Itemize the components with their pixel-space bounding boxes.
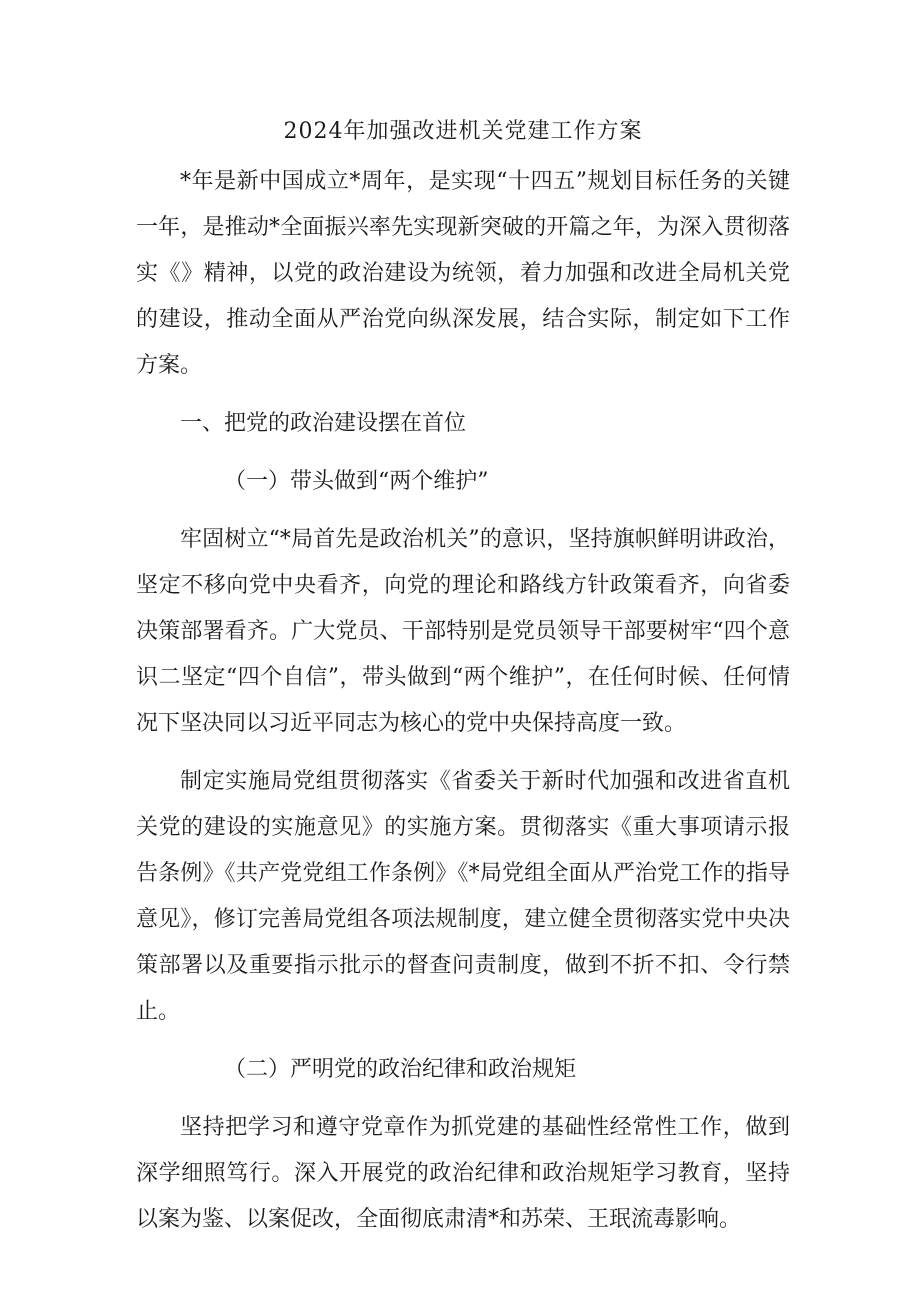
spacer [136, 447, 790, 459]
spacer [136, 505, 790, 517]
intro-paragraph: *年是新中国成立*周年，是实现“十四五”规划目标任务的关键一年，是推动*全面振兴率先实现新突破的开篇之年，为深入贯彻落实《》精神，以党的政治建设为统领，着力加强和改进全局机关党的建设，推动全面从严治党向纵深发展，结合实际，制定如下工作方案。 [136, 169, 790, 378]
subsection-heading-1: （一）带头做到“两个维护” [224, 469, 489, 494]
section-heading-1: 一、把党的政治建设摆在首位 [180, 411, 467, 436]
spacer [136, 747, 790, 759]
subsection-heading-2: （二）严明党的政治纪律和政治规矩 [224, 1057, 577, 1082]
subsection-1-paragraph-2: 制定实施局党组贯彻落实《省委关于新时代加强和改进省直机关党的建设的实施意见》的实施方案。贯彻落实《重大事项请示报告条例》《共产党党组工作条例》《*局党组全面从严治党工作的指导意见》，修订完善局党组各项法规制度，建立健全贯彻落实党中央决策部署以及重要指示批示的督查问责制度，做到不折不扣、令行禁止。 [136, 769, 790, 1024]
subsection-1-paragraph-1: 牢固树立“*局首先是政治机关”的意识，坚持旗帜鲜明讲政治，坚定不移向党中央看齐，向党的理论和路线方针政策看齐，向省委决策部署看齐。广大党员、干部特别是党员领导干部要树牢“四个意识二坚定“四个自信”，带头做到“两个维护”，在任何时候、任何情况下坚决同以习近平同志为核心的党中央保持高度一致。 [136, 527, 790, 736]
spacer [136, 389, 790, 401]
spacer [136, 1093, 790, 1105]
document-page [136, 108, 790, 1243]
subsection-2-paragraph-1: 坚持把学习和遵守党章作为抓党建的基础性经常性工作，做到深学细照笃行。深入开展党的政治纪律和政治规矩学习教育，坚持以案为鉴、以案促改，全面彻底肃清*和苏荣、王珉流毒影响。 [136, 1115, 790, 1232]
spacer [136, 1035, 790, 1047]
document-title: 2024年加强改进机关党建工作方案 [283, 119, 643, 144]
